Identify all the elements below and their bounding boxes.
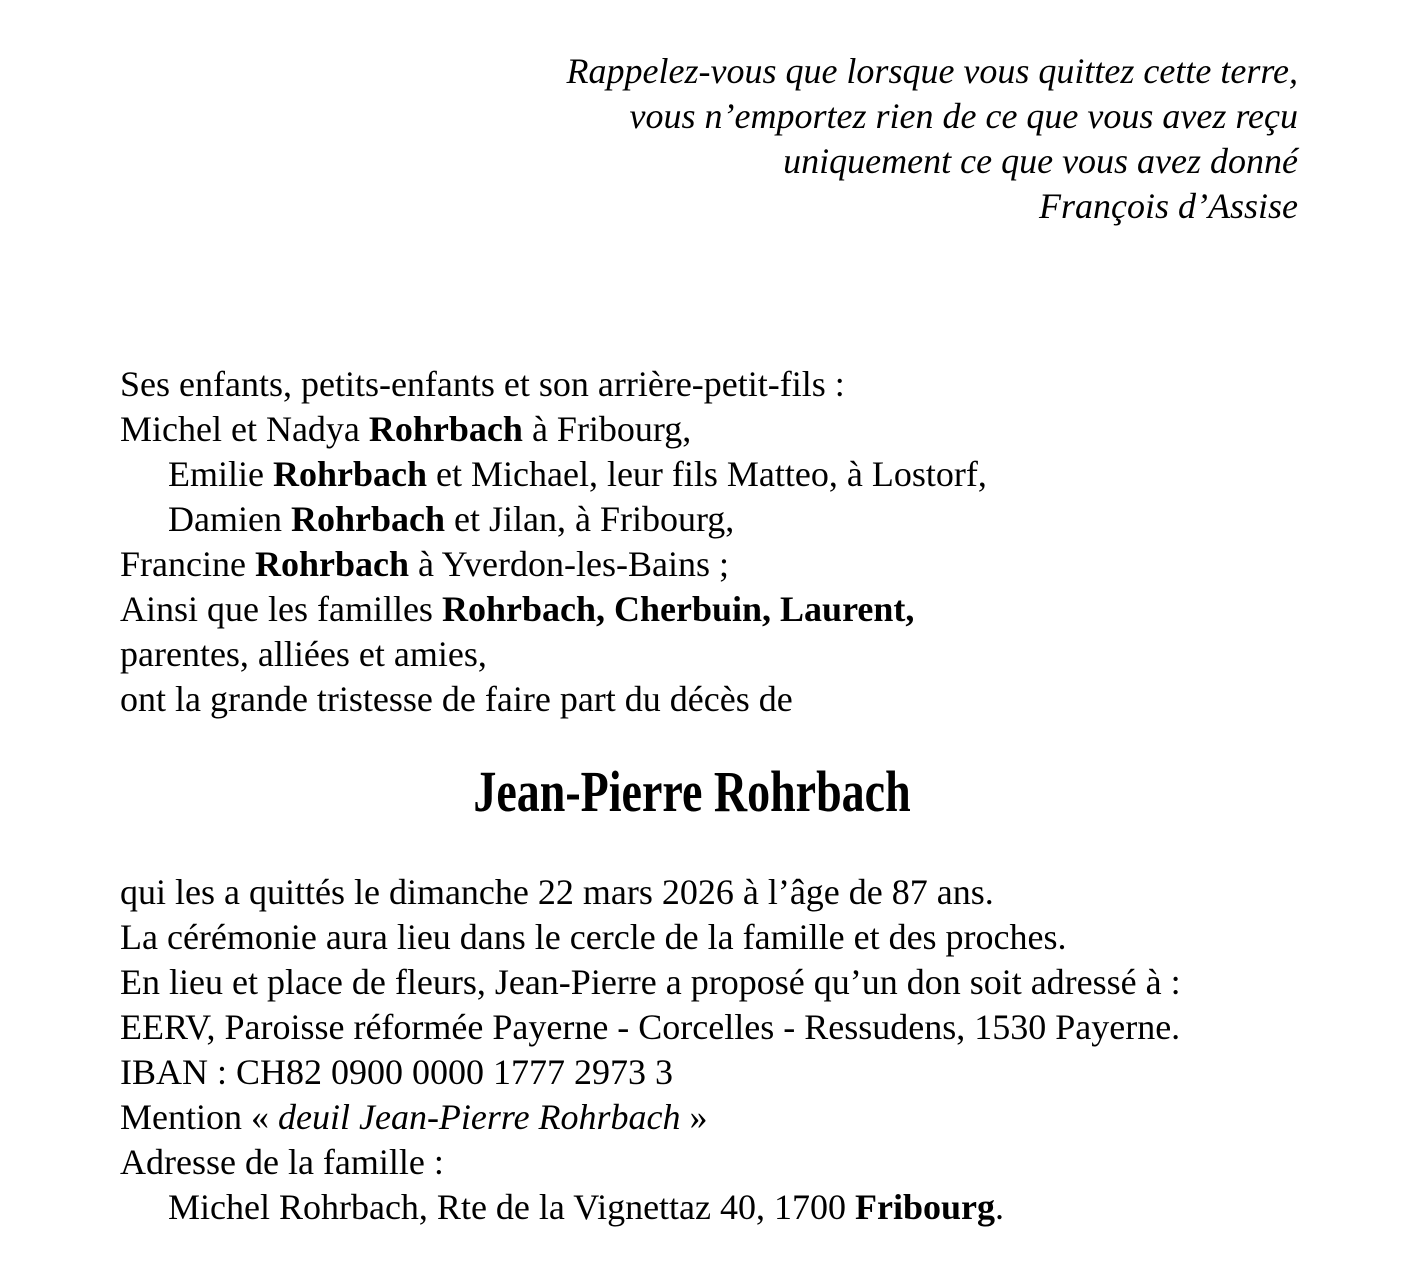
text-segment: parentes, alliées et amies, (120, 634, 487, 674)
text-segment: Ainsi que les familles (120, 589, 442, 629)
text-segment (605, 589, 614, 629)
text-segment: » (680, 1097, 708, 1137)
family-intro-line (120, 362, 1358, 407)
quote-text: Rappelez-vous que lorsque vous quittez cette terre, (566, 51, 1298, 91)
text-segment: ont la grande tristesse de faire part du décès de (120, 679, 793, 719)
text-segment: à Fribourg, (522, 409, 692, 449)
family-announcement (120, 362, 1358, 722)
quote-line-1 (567, 49, 1298, 94)
family-line-familles (120, 587, 1358, 632)
text-segment: Francine (120, 544, 255, 584)
family-surname: Rohrbach, (441, 589, 605, 629)
mention-reference: deuil Jean-Pierre Rohrbach (278, 1097, 681, 1137)
quote-line-3 (567, 139, 1298, 184)
text-segment: Emilie (168, 454, 273, 494)
family-line-damien (120, 497, 1358, 542)
text-segment: En lieu et place de fleurs, Jean-Pierre a proposé qu’un don soit adressé à : (120, 962, 1181, 1002)
text-segment: Mention « (120, 1097, 278, 1137)
text-segment: Michel et Nadya (120, 409, 369, 449)
iban-line (120, 1050, 1358, 1095)
family-address-label-line (120, 1140, 1358, 1185)
text-segment: qui les a quittés le dimanche 22 mars 2026 à l’âge de 87 ans. (120, 872, 994, 912)
deceased-name-title (0, 755, 1401, 829)
text-segment: à Yverdon-les-Bains ; (408, 544, 729, 584)
death-date-line (120, 870, 1358, 915)
epigraph-quote (567, 49, 1298, 229)
family-surname: Rohrbach (290, 499, 445, 539)
text-segment: Damien (168, 499, 291, 539)
text-segment: Adresse de la famille : (120, 1142, 444, 1182)
quote-line-2 (567, 94, 1298, 139)
mention-line (120, 1095, 1358, 1140)
funeral-details (120, 870, 1358, 1230)
family-surname: Laurent, (780, 589, 915, 629)
text-segment: et Michael, leur fils Matteo, à Lostorf, (427, 454, 987, 494)
family-address-line (120, 1185, 1358, 1230)
quote-attribution (567, 184, 1298, 229)
ceremony-line (120, 915, 1358, 960)
family-line-tristesse (120, 677, 1358, 722)
deceased-name: Jean-Pierre Rohrbach (473, 758, 911, 824)
address-city: Fribourg (855, 1187, 996, 1227)
family-line-michel (120, 407, 1358, 452)
family-surname: Rohrbach (368, 409, 523, 449)
text-segment: et Jilan, à Fribourg, (445, 499, 735, 539)
quote-text: vous n’emportez rien de ce que vous avez reçu (629, 96, 1298, 136)
text-segment: La cérémonie aura lieu dans le cercle de la famille et des proches. (120, 917, 1067, 957)
donation-recipient-line (120, 1005, 1358, 1050)
family-line-francine (120, 542, 1358, 587)
text-segment (771, 589, 780, 629)
text-segment: IBAN : CH82 0900 0000 1777 2973 3 (120, 1052, 674, 1092)
family-surname: Cherbuin, (613, 589, 772, 629)
family-line-emilie (120, 452, 1358, 497)
text-segment: Ses enfants, petits-enfants et son arrière-petit-fils : (120, 364, 845, 404)
family-surname: Rohrbach (272, 454, 428, 494)
donation-intro-line (120, 960, 1358, 1005)
quote-text: uniquement ce que vous avez donné (783, 141, 1298, 181)
quote-author: François d’Assise (1039, 186, 1298, 226)
family-line-parentes (120, 632, 1358, 677)
text-segment: Michel Rohrbach, Rte de la Vignettaz 40, 1700 (168, 1187, 856, 1227)
text-segment: . (995, 1187, 1005, 1227)
family-surname: Rohrbach (254, 544, 409, 584)
text-segment: EERV, Paroisse réformée Payerne - Corcelles - Ressudens, 1530 Payerne. (120, 1007, 1181, 1047)
